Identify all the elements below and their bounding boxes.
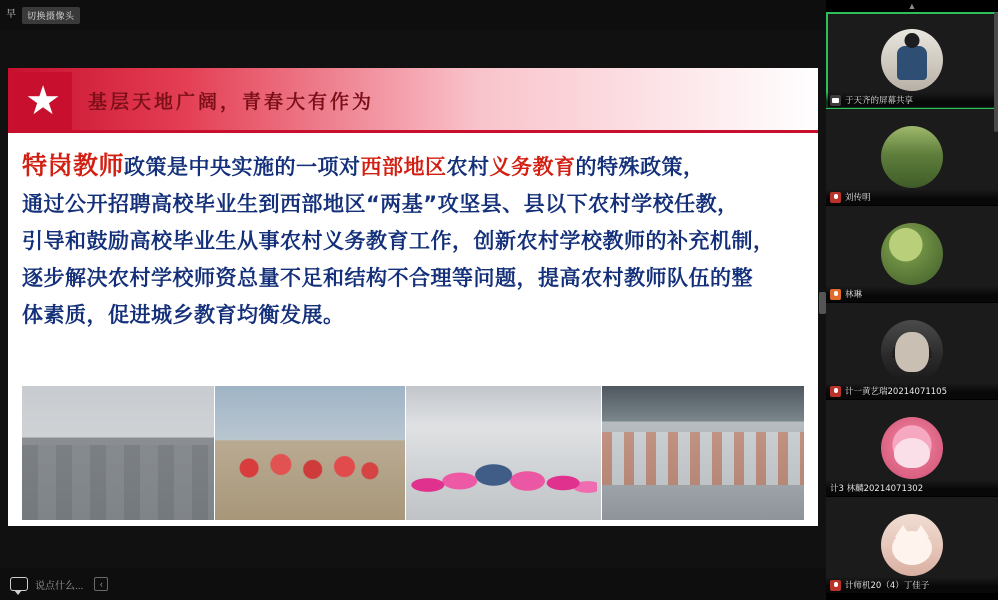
slide-text-segment: 特岗教师 — [22, 151, 125, 180]
slide-text-segment: 逐步解决农村学校师资总量不足和结构不合理等问题，提高农村教师队伍的整 — [22, 266, 753, 290]
participant-tile-dingjiazi[interactable] — [826, 497, 998, 594]
participant-name: 林琳 — [845, 290, 863, 300]
participant-footer — [826, 286, 998, 302]
screenshare-icon[interactable] — [830, 95, 841, 106]
slide-text-segment: 农村 — [446, 155, 490, 179]
slide-text-segment: 西部地区 — [360, 155, 447, 179]
participant-tile-screenshare[interactable] — [826, 12, 998, 109]
participant-name: 于天齐的屏幕共享 — [845, 96, 914, 106]
photo-tug-of-war — [215, 386, 405, 520]
slide-text-segment: 引导和鼓励高校毕业生从事农村义务教育工作，创新农村学校教师的补充机制， — [22, 229, 775, 253]
participant-tile-huangyirui[interactable] — [826, 303, 998, 400]
slide-banner-title: 基层天地广阔，青春大有作为 — [88, 91, 375, 113]
mic-muted-icon[interactable] — [830, 192, 841, 203]
slide-text-segment: 政策是中央实施的一项对 — [124, 155, 361, 179]
mic-muted-icon[interactable] — [830, 386, 841, 397]
slide-text-segment: 体素质，促进城乡教育均衡发展。 — [22, 303, 345, 327]
slide-paragraph-line — [22, 147, 804, 186]
chevron-up-icon[interactable]: ▲ — [826, 0, 998, 12]
slide-body — [8, 133, 818, 340]
avatar — [881, 514, 943, 576]
chat-input[interactable]: 说点什么... — [35, 580, 84, 592]
photo-classroom — [602, 386, 804, 520]
participant-footer — [826, 577, 998, 593]
slide-text-segment: 通过公开招聘高校毕业生到西部地区“两基”攻坚县、县以下农村学校任教， — [22, 192, 739, 216]
slide-photo-strip — [22, 386, 804, 520]
avatar-figure — [897, 46, 927, 80]
slide-paragraph-line — [22, 297, 804, 334]
participant-tile-linlin2[interactable] — [826, 400, 998, 497]
slide-paragraph-line — [22, 260, 804, 297]
participant-rail[interactable] — [826, 0, 998, 600]
participant-tiles — [826, 12, 998, 594]
chat-bar — [0, 568, 826, 600]
participant-name: 计一黄艺瑞20214071105 — [845, 387, 947, 397]
rail-scrollbar[interactable] — [994, 12, 998, 132]
avatar — [881, 417, 943, 479]
photo-ethnic-costume-group — [406, 386, 602, 520]
participant-name: 刘传明 — [845, 193, 871, 203]
avatar — [881, 126, 943, 188]
stage-scroll-nub[interactable] — [819, 292, 826, 314]
participant-tile-linlin[interactable] — [826, 206, 998, 303]
slide-text-segment: 义务教育 — [489, 155, 576, 179]
slide-banner — [8, 68, 818, 133]
photo-campus-road — [22, 386, 214, 520]
participant-footer — [826, 92, 998, 108]
slide-text-segment: 的特殊政策， — [575, 155, 705, 179]
presentation-slide — [8, 68, 818, 526]
participant-name: 计师机20（4）丁佳子 — [845, 581, 930, 591]
slide-paragraph-line — [22, 223, 804, 260]
switch-camera-chip[interactable]: 切换摄像头 — [22, 7, 80, 24]
stage-top-bar — [0, 0, 826, 30]
banner-rule — [8, 130, 818, 133]
participant-name: 计3 林麟20214071302 — [830, 484, 924, 494]
slide-paragraph-line — [22, 186, 804, 223]
star-icon: ★ — [14, 72, 72, 130]
mic-muted-icon[interactable] — [830, 580, 841, 591]
slide-paragraph — [22, 147, 804, 334]
avatar — [881, 29, 943, 91]
mic-icon[interactable] — [830, 289, 841, 300]
participant-footer — [826, 480, 998, 496]
chat-send-button[interactable]: ‹ — [94, 577, 108, 591]
avatar — [881, 223, 943, 285]
participant-footer — [826, 383, 998, 399]
chat-icon[interactable] — [10, 577, 28, 591]
menu-glyph[interactable]: 早 — [6, 9, 16, 20]
participant-tile-liuchuanming[interactable] — [826, 109, 998, 206]
avatar — [881, 320, 943, 382]
participant-footer — [826, 189, 998, 205]
